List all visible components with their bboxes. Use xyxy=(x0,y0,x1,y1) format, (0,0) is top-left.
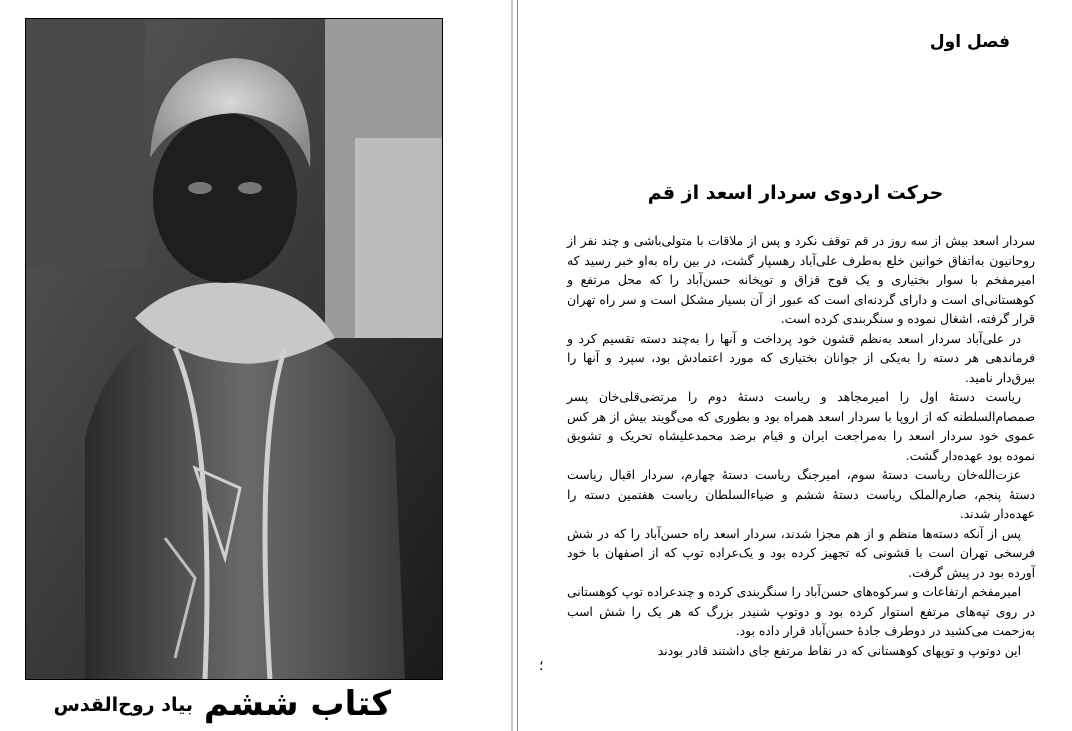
right-page xyxy=(519,0,1072,731)
book-title: کتاب ششم xyxy=(203,684,391,724)
chapter-label: فصل اول xyxy=(929,32,1010,52)
spine-line xyxy=(517,0,518,731)
spine-shadow xyxy=(511,0,513,731)
paragraph: عزت‌الله‌خان ریاست دستهٔ سوم، امیرجنگ ریاست دستهٔ چهارم، سردار اقبال ریاست دستهٔ پنجم، صارم‌الملک ریاست دستهٔ ششم و ضیاءالسلطان ریاست هفتمین دسته را عهده‌دار شدند. xyxy=(567,468,1035,521)
body-text xyxy=(567,232,1035,661)
paragraph: ریاست دستهٔ اول را امیرمجاهد و ریاست دستهٔ دوم را مرتضی‌قلی‌خان پسر صمصام‌السلطنه که از اروپا با سردار اسعد همراه بود و بطوری که می‌گویند بیش از هر کس عموی خود سردار اسعد را به‌مراجعت ایران و قیام برضد محمدعلیشاه تحریک و تشویق نموده بود عهده‌دار گشت. xyxy=(567,390,1035,463)
left-page xyxy=(0,0,511,731)
section-title: حرکت اردوی سردار اسعد از قم xyxy=(647,182,944,204)
paragraph: در علی‌آباد سردار اسعد به‌نظم قشون خود پرداخت و آنها را به‌چند دسته تقسیم کرد و فرماندهی هر دسته را به‌یکی از جوانان بختیاری که مورد اعتمادش بود، سپرد و آنها را بیرق‌دار نامید. xyxy=(567,331,1035,385)
margin-mark: ؛ xyxy=(539,658,544,674)
cover-photo xyxy=(25,18,443,680)
paragraph: سردار اسعد بیش از سه روز در قم توقف نکرد و پس از ملاقات با متولی‌باشی و چند نفر از روحانیون به‌اتفاق خوانین خلع به‌طرف علی‌آباد رهسپار گشت، در بین راه به‌او خبر رسید که امیرمفخم با سوار بختیاری و یک فوج قزاق و توپخانه حسن‌آباد را که محل مرتفع و کوهستانی‌ای است و دارای گردنه‌ای است که عبور از آن بسیار مشکل است و سر راه تهران قرار گرفته، اشغال نموده و سنگربندی کرده است. xyxy=(567,234,1035,326)
paragraph: پس از آنکه دسته‌ها منظم و از هم مجزا شدند، سردار اسعد راه حسن‌آباد را که در شش فرسخی تهران است با قشونی که تجهیز کرده بود و یک‌عراده توپ که از اصفهان با خود آورده بود در پیش گرفت. xyxy=(567,526,1035,580)
paragraph: این دوتوپ و توپهای کوهستانی که در نقاط مرتفع جای داشتند قادر بودند xyxy=(657,643,1021,658)
paragraph: امیرمفخم ارتفاعات و سرکوه‌های حسن‌آباد را سنگربندی کرده و چندعراده توپ کوهستانی در روی تپه‌های مرتفع استوار کرده بود و دوتوپ شنیدر بزرگ که هر یک را شش اسب به‌زحمت می‌کشید در دوطرف جادهٔ حسن‌آباد قرار داده بود. xyxy=(567,585,1035,638)
portrait-photo-icon xyxy=(25,18,443,680)
cover-caption xyxy=(25,682,443,727)
book-dedication: بیاد روح‌القدس xyxy=(53,694,193,716)
